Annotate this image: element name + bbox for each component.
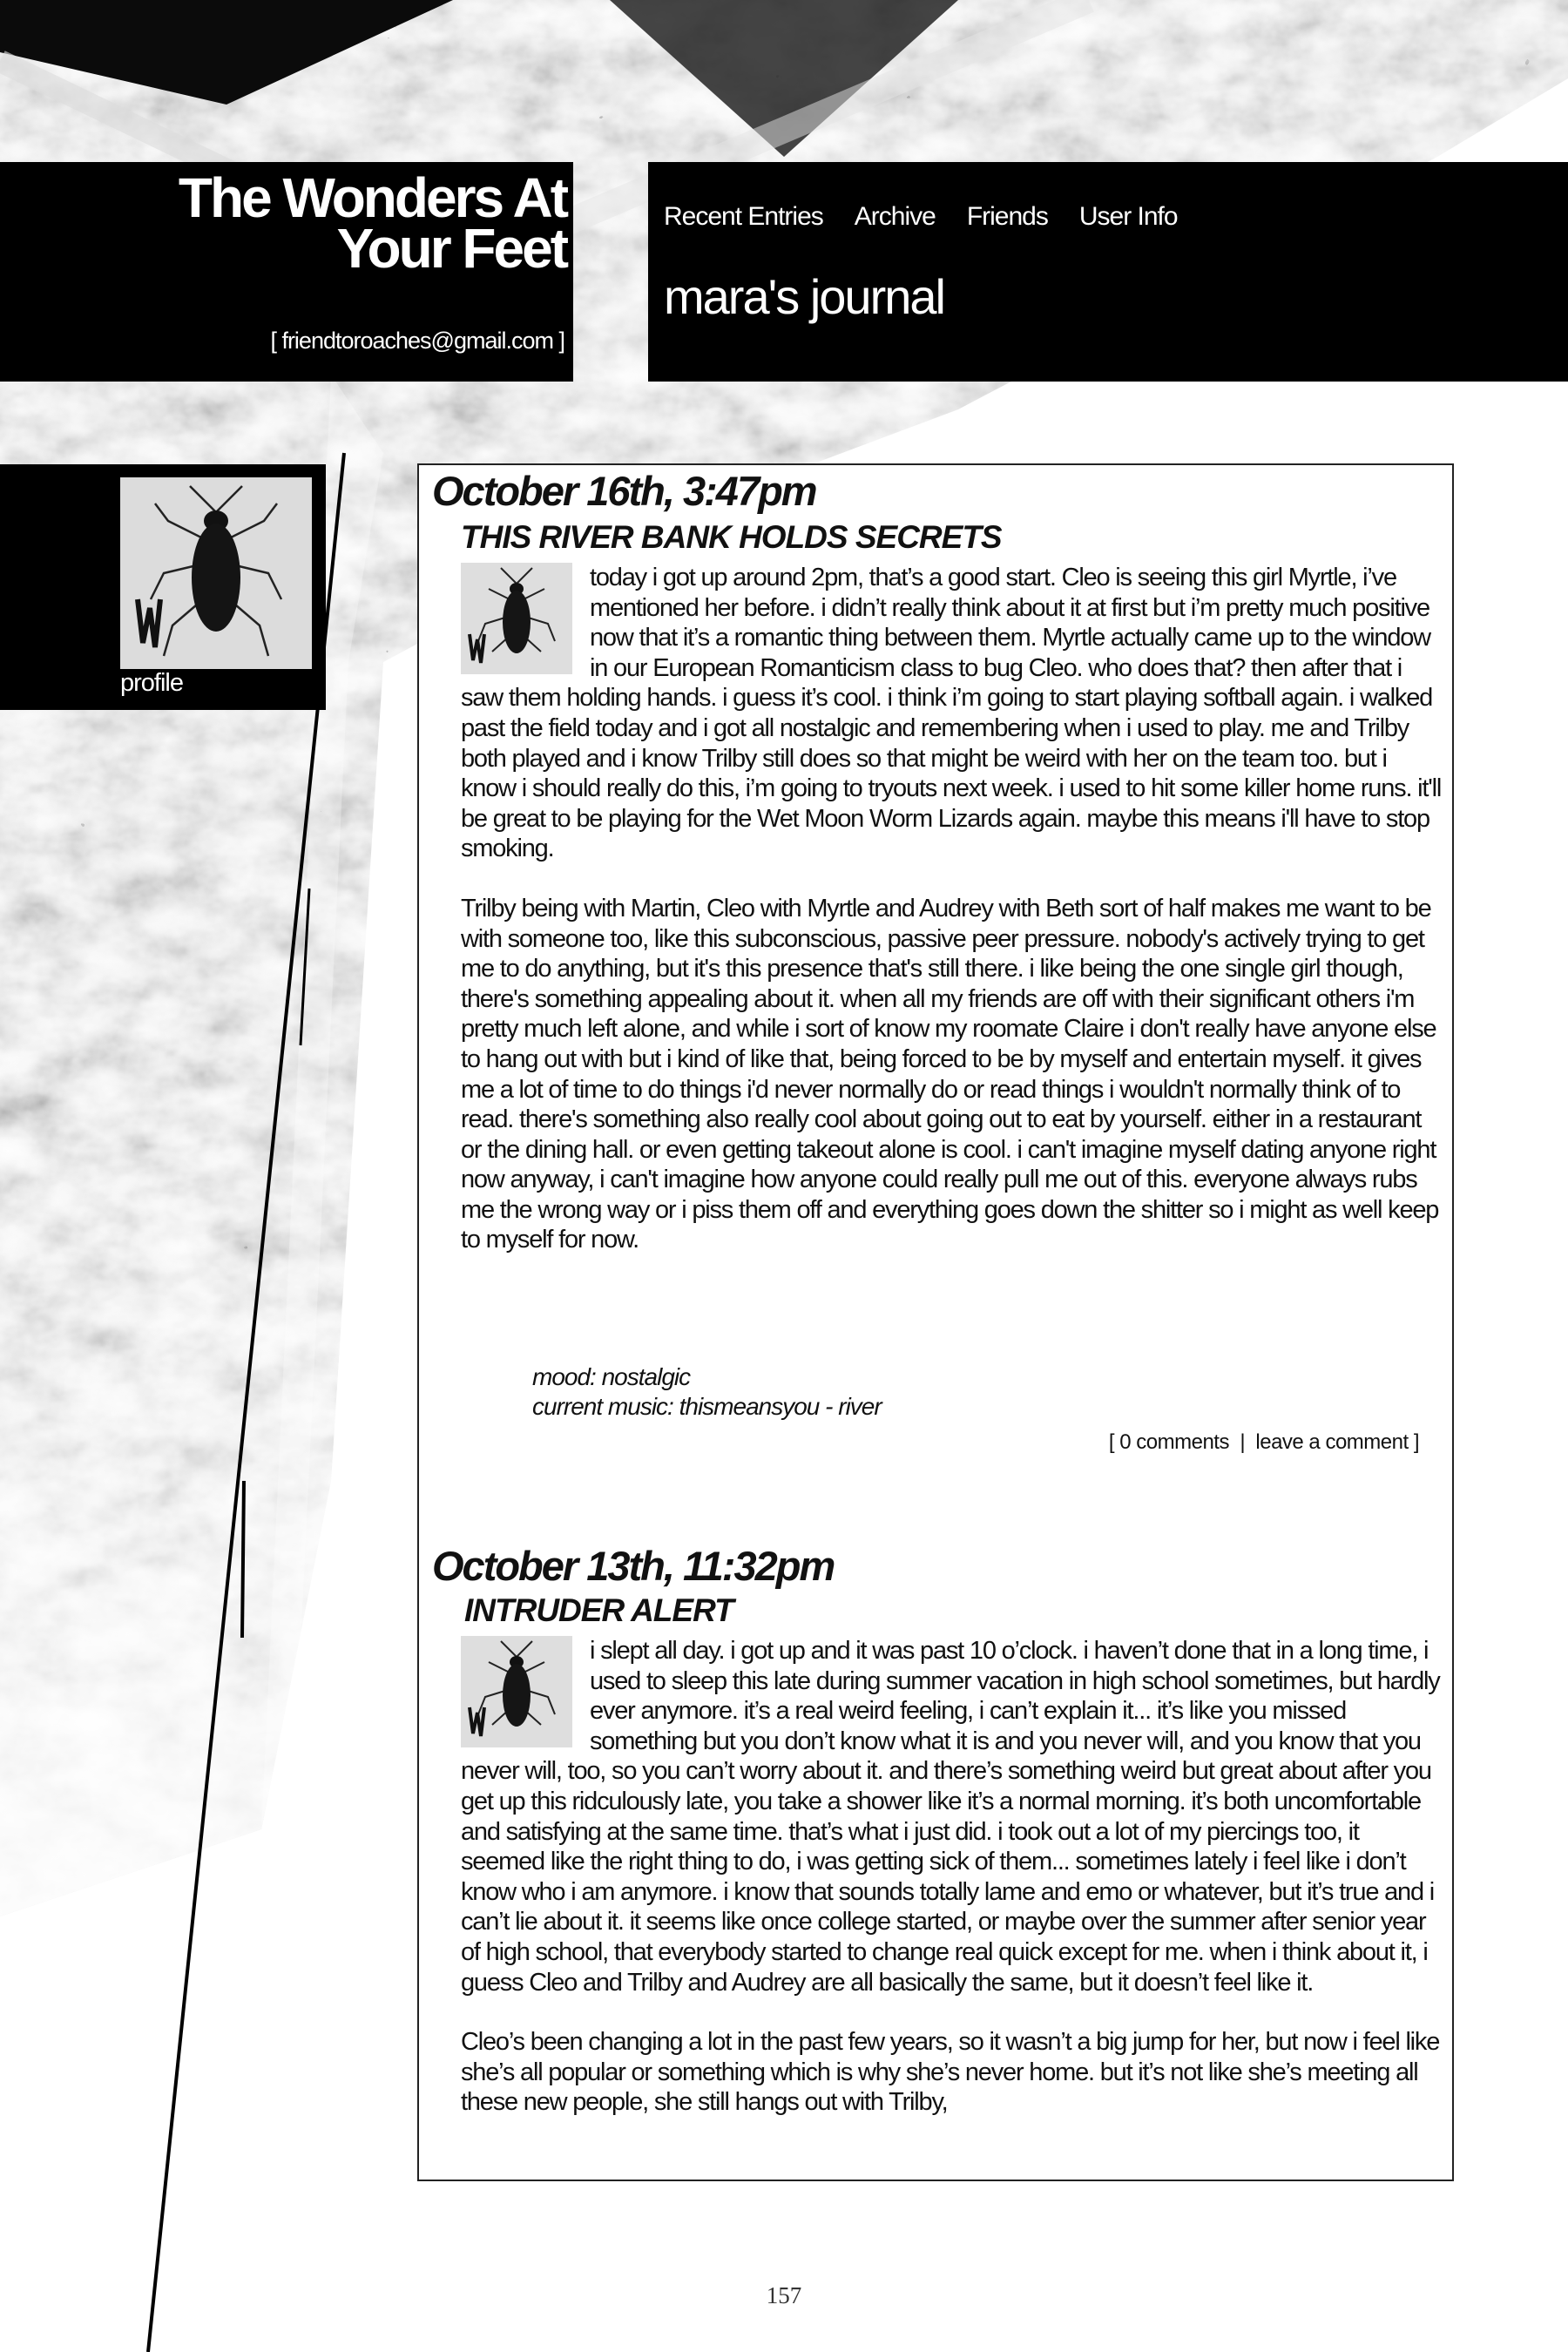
entry-meta <box>532 1362 882 1422</box>
entry-paragraph: Trilby being with Martin, Cleo with Myrtle and Audrey with Beth sort of half makes me want to be with someone too, like this subconscious, passive peer pressure. nobody's actively trying to get me to do anything, but it's this presence that's still there. i like being the one single girl though, there's something appealing about it. when all my friends are off with their significant others i'm pretty much left alone, and while i sort of know my roomate Claire i don't really have anyone else to hang out with but i kind of like that, being forced to be by myself and entertain myself. it gives me a lot of time to do things i'd never normally do or read things i wouldn't normally think of to read. there's something also really cool about going out to eat by yourself. either in a restaurant or the dining hall. or even getting takeout alone is cool. i can't imagine myself dating anyone right now anyway, i can't imagine how anyone could really pull me out of this. everyone always rubs me the wrong way or i piss them off and everything goes down the shitter so i might as well keep to myself for now. <box>461 894 1439 1254</box>
site-title-line2: Your Feet <box>336 217 566 280</box>
entry-date[interactable]: October 13th, 11:32pm <box>432 1543 835 1589</box>
journal-name: mara's journal <box>664 269 944 324</box>
entry-userpic <box>461 1636 572 1747</box>
nav-archive[interactable]: Archive <box>854 202 936 231</box>
entry-mood: mood: nostalgic <box>532 1363 691 1390</box>
site-header <box>0 162 573 382</box>
entry-paragraph: i slept all day. i got up and it was past 10 o’clock. i haven’t done that in a long time, i used to sleep this late during summer vacation in high school sometimes, but hardly ever anymore. it’s a real weird feeling, i can’t explain it... it’s like you missed something but you don’t know what it is and you never will, and you know that you never will, too, so you can’t worry about it. and there’s something weird but great about after you get up this ridculously late, you take a shower like it’s a normal morning. it’s both uncomfortable and satisfying at the same time. that’s what i just did. i took out a lot of my piercings too, it seemed like the right thing to do, i was getting sick of them... sometimes lately i feel like i don’t know who i am anymore. i know that sounds totally lame and emo or whatever, but it’s true and i can’t lie about it. it seems like once college started, or maybe over the summer after senior year of high school, that everybody started to change real quick except for me. when i think about it, i guess Cleo and Trilby and Audrey are all basically the same, but it doesn’t feel like it. <box>461 1637 1440 1997</box>
profile-panel <box>0 464 326 710</box>
nav-user-info[interactable]: User Info <box>1078 202 1178 231</box>
nav-header <box>648 162 1568 382</box>
entry-comment-links: [ 0 comments | leave a comment ] <box>1108 1430 1419 1454</box>
leave-comment-link[interactable]: leave a comment <box>1255 1430 1409 1454</box>
entry-paragraph: Cleo’s been changing a lot in the past few years, so it wasn’t a big jump for her, but now i feel like she’s all popular or something which is why she’s never home. but it’s not like she’s meeting all these new people, she still hangs out with Trilby, <box>461 2028 1440 2117</box>
journal-content <box>417 463 1454 2181</box>
cockroach-icon <box>120 477 312 669</box>
profile-link[interactable]: profile <box>120 669 183 697</box>
nav-bar <box>664 202 1178 232</box>
profile-avatar[interactable] <box>120 477 312 669</box>
site-title[interactable] <box>9 166 566 280</box>
entry-music: current music: thismeansyou - river <box>532 1393 882 1420</box>
site-title-line1: The Wonders At <box>178 166 566 229</box>
nav-friends[interactable]: Friends <box>966 202 1048 231</box>
nav-recent-entries[interactable]: Recent Entries <box>664 202 823 231</box>
entry-subject: INTRUDER ALERT <box>464 1592 733 1628</box>
page-number: 157 <box>766 2282 802 2308</box>
entry-subject: THIS RIVER BANK HOLDS SECRETS <box>461 519 1002 555</box>
cockroach-icon <box>461 1636 572 1747</box>
entry-body <box>461 563 1445 1285</box>
entry-body <box>461 1636 1445 2147</box>
entry-date[interactable]: October 16th, 3:47pm <box>432 468 816 514</box>
site-email[interactable]: [ friendtoroaches@gmail.com ] <box>270 328 564 354</box>
entry-userpic <box>461 563 572 674</box>
cockroach-icon <box>461 563 572 674</box>
entry-paragraph: today i got up around 2pm, that’s a good start. Cleo is seeing this girl Myrtle, i’ve mentioned her before. i didn’t really think about it at first but i’m pretty much positive now that it’s a romantic thing between them. Myrtle actually came up to the window in our European Romanticism class to bug Cleo. who does that? then after that i saw them holding hands. i guess it’s cool. i think i’m going to start playing softball again. i walked past the field today and i got all nostalgic and remembering when i used to play. me and Trilby both played and i know Trilby still does so that might be weird with her on the team too. but i know i should really do this, i’m going to tryouts next week. i used to hit some killer home runs. it'll be great to be playing for the Wet Moon Worm Lizards again. maybe this means i'll have to stop smoking. <box>461 564 1442 863</box>
comments-link[interactable]: 0 comments <box>1119 1430 1229 1454</box>
